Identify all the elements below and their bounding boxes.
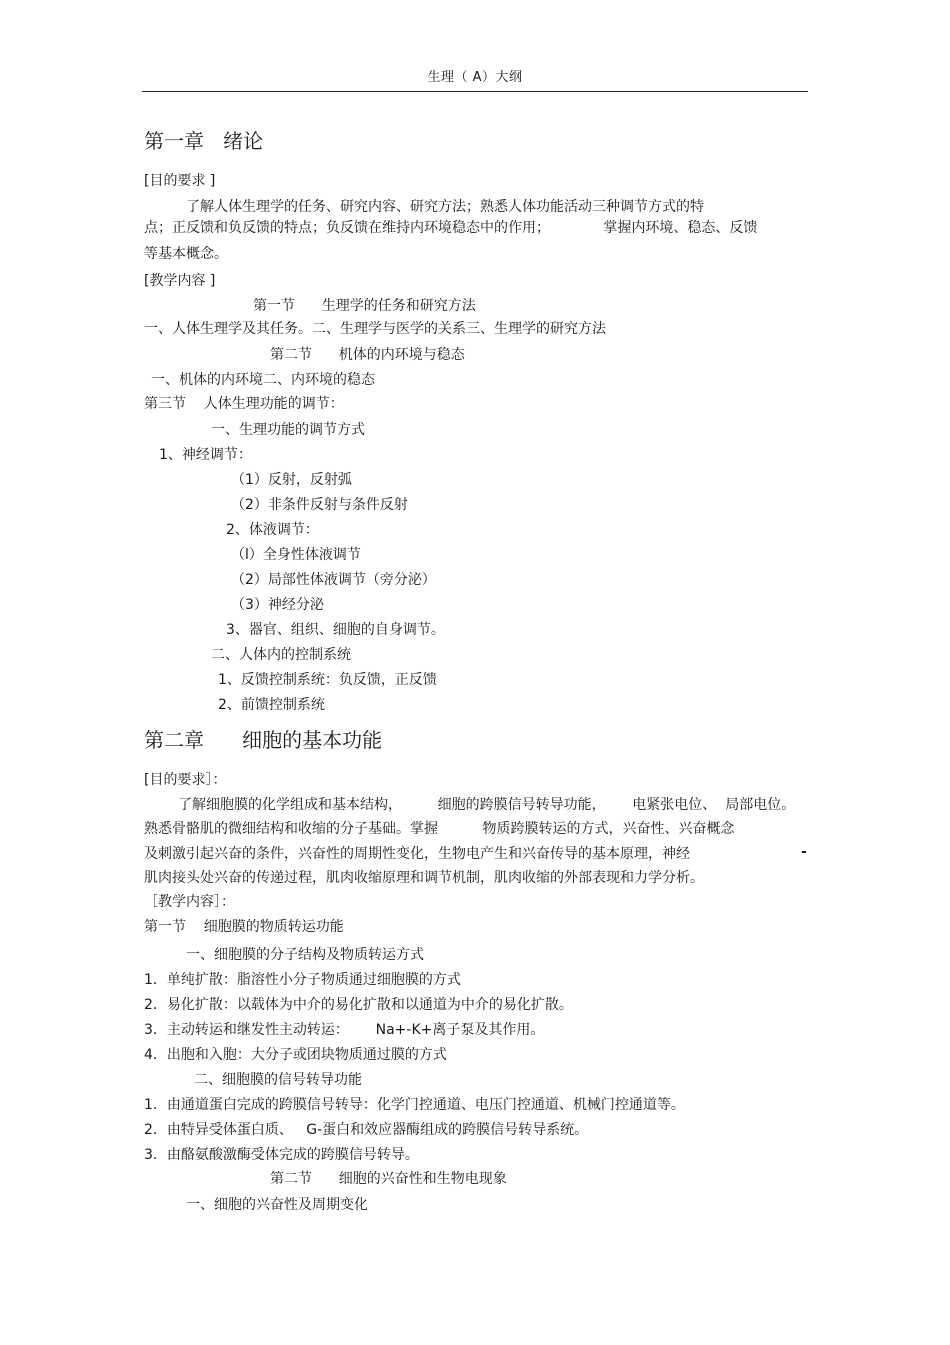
ch2-aim-heading: [目的要求］： xyxy=(144,772,227,788)
ch1-section-3-title: 第三节 人体生理功能的调节： xyxy=(144,396,344,412)
header-divider xyxy=(142,91,808,92)
excitability-heading: 一、细胞的兴奋性及周期变化 xyxy=(186,1197,368,1213)
transport-item: 1．单纯扩散：脂溶性小分子物质通过细胞膜的方式 xyxy=(144,972,461,988)
humoral-item: （3）神经分泌 xyxy=(231,597,324,613)
chapter-2-title: 第二章 细胞的基本功能 xyxy=(144,728,383,752)
neural-regulation: 1、神经调节： xyxy=(159,447,252,463)
signal-item: 2．由特异受体蛋白质、 G-蛋白和效应器酶组成的跨膜信号转导系统。 xyxy=(144,1122,589,1138)
control-system-item: 2、前馈控制系统 xyxy=(218,697,325,713)
ch1-section-2-items: 一、机体的内环境二、内环境的稳态 xyxy=(151,372,375,388)
ch1-aim-line: 点；正反馈和负反馈的特点；负反馈在维持内环境稳态中的作用； 掌握内环境、稳态、反馈 xyxy=(144,220,758,236)
signal-transduction-heading: 二、细胞膜的信号转导功能 xyxy=(194,1072,362,1088)
ch2-section-2-title: 第二节 细胞的兴奋性和生物电现象 xyxy=(270,1171,507,1187)
control-system-item: 1、反馈控制系统：负反馈，正反馈 xyxy=(218,672,437,688)
ch1-aim-line: 了解人体生理学的任务、研究内容、研究方法；熟悉人体功能活动三种调节方式的特 xyxy=(186,199,704,215)
ch2-aim-line: 及刺激引起兴奋的条件，兴奋性的周期性变化，生物电产生和兴奋传导的基本原理，神经 xyxy=(144,846,690,862)
ch1-section-1-title: 第一节 生理学的任务和研究方法 xyxy=(253,298,476,314)
page-header: 生理（ A）大纲 xyxy=(427,70,523,85)
ch2-content-heading: ［教学内容］： xyxy=(144,894,235,910)
membrane-transport-heading: 一、细胞膜的分子结构及物质转运方式 xyxy=(186,947,424,963)
hyphen-mark: - xyxy=(801,844,807,860)
regulation-heading: 一、生理功能的调节方式 xyxy=(211,422,365,438)
neural-item: （1）反射，反射弧 xyxy=(231,472,352,488)
ch2-aim-line: 熟悉骨骼肌的微细结构和收缩的分子基础。掌握 物质跨膜转运的方式，兴奋性、兴奋概念 xyxy=(144,821,735,837)
humoral-item: （l）全身性体液调节 xyxy=(231,547,361,563)
humoral-item: （2）局部性体液调节（旁分泌） xyxy=(231,572,436,588)
ch1-section-1-items: 一、人体生理学及其任务。二、生理学与医学的关系三、生理学的研究方法 xyxy=(144,321,606,337)
ch2-aim-line: 了解细胞膜的化学组成和基本结构， 细胞的跨膜信号转导功能， 电紧张电位、 局部电位。 xyxy=(178,797,796,813)
signal-item: 3．由酪氨酸激酶受体完成的跨膜信号转导。 xyxy=(144,1147,419,1163)
chapter-1-title: 第一章 绪论 xyxy=(144,129,264,153)
ch1-aim-line: 等基本概念。 xyxy=(144,246,228,262)
neural-item: （2）非条件反射与条件反射 xyxy=(231,497,408,513)
control-system-heading: 二、人体内的控制系统 xyxy=(211,647,351,663)
auto-regulation: 3、器官、组织、细胞的自身调节。 xyxy=(226,622,445,638)
signal-item: 1．由通道蛋白完成的跨膜信号转导：化学门控通道、电压门控通道、机械门控通道等。 xyxy=(144,1097,685,1113)
humoral-regulation: 2、体液调节： xyxy=(226,522,319,538)
ch1-content-heading: [教学内容 ] xyxy=(144,273,216,289)
ch2-aim-line: 肌肉接头处兴奋的传递过程，肌肉收缩原理和调节机制，肌肉收缩的外部表现和力学分析。 xyxy=(144,870,704,886)
transport-item: 3．主动转运和继发性主动转运： Na+-K+离子泵及其作用。 xyxy=(144,1022,545,1038)
ch1-section-2-title: 第二节 机体的内环境与稳态 xyxy=(270,347,465,363)
ch1-aim-heading: [目的要求 ] xyxy=(144,173,216,189)
transport-item: 4．出胞和入胞：大分子或团块物质通过膜的方式 xyxy=(144,1047,447,1063)
ch2-section-1-title: 第一节 细胞膜的物质转运功能 xyxy=(144,919,344,935)
transport-item: 2．易化扩散：以载体为中介的易化扩散和以通道为中介的易化扩散。 xyxy=(144,997,573,1013)
